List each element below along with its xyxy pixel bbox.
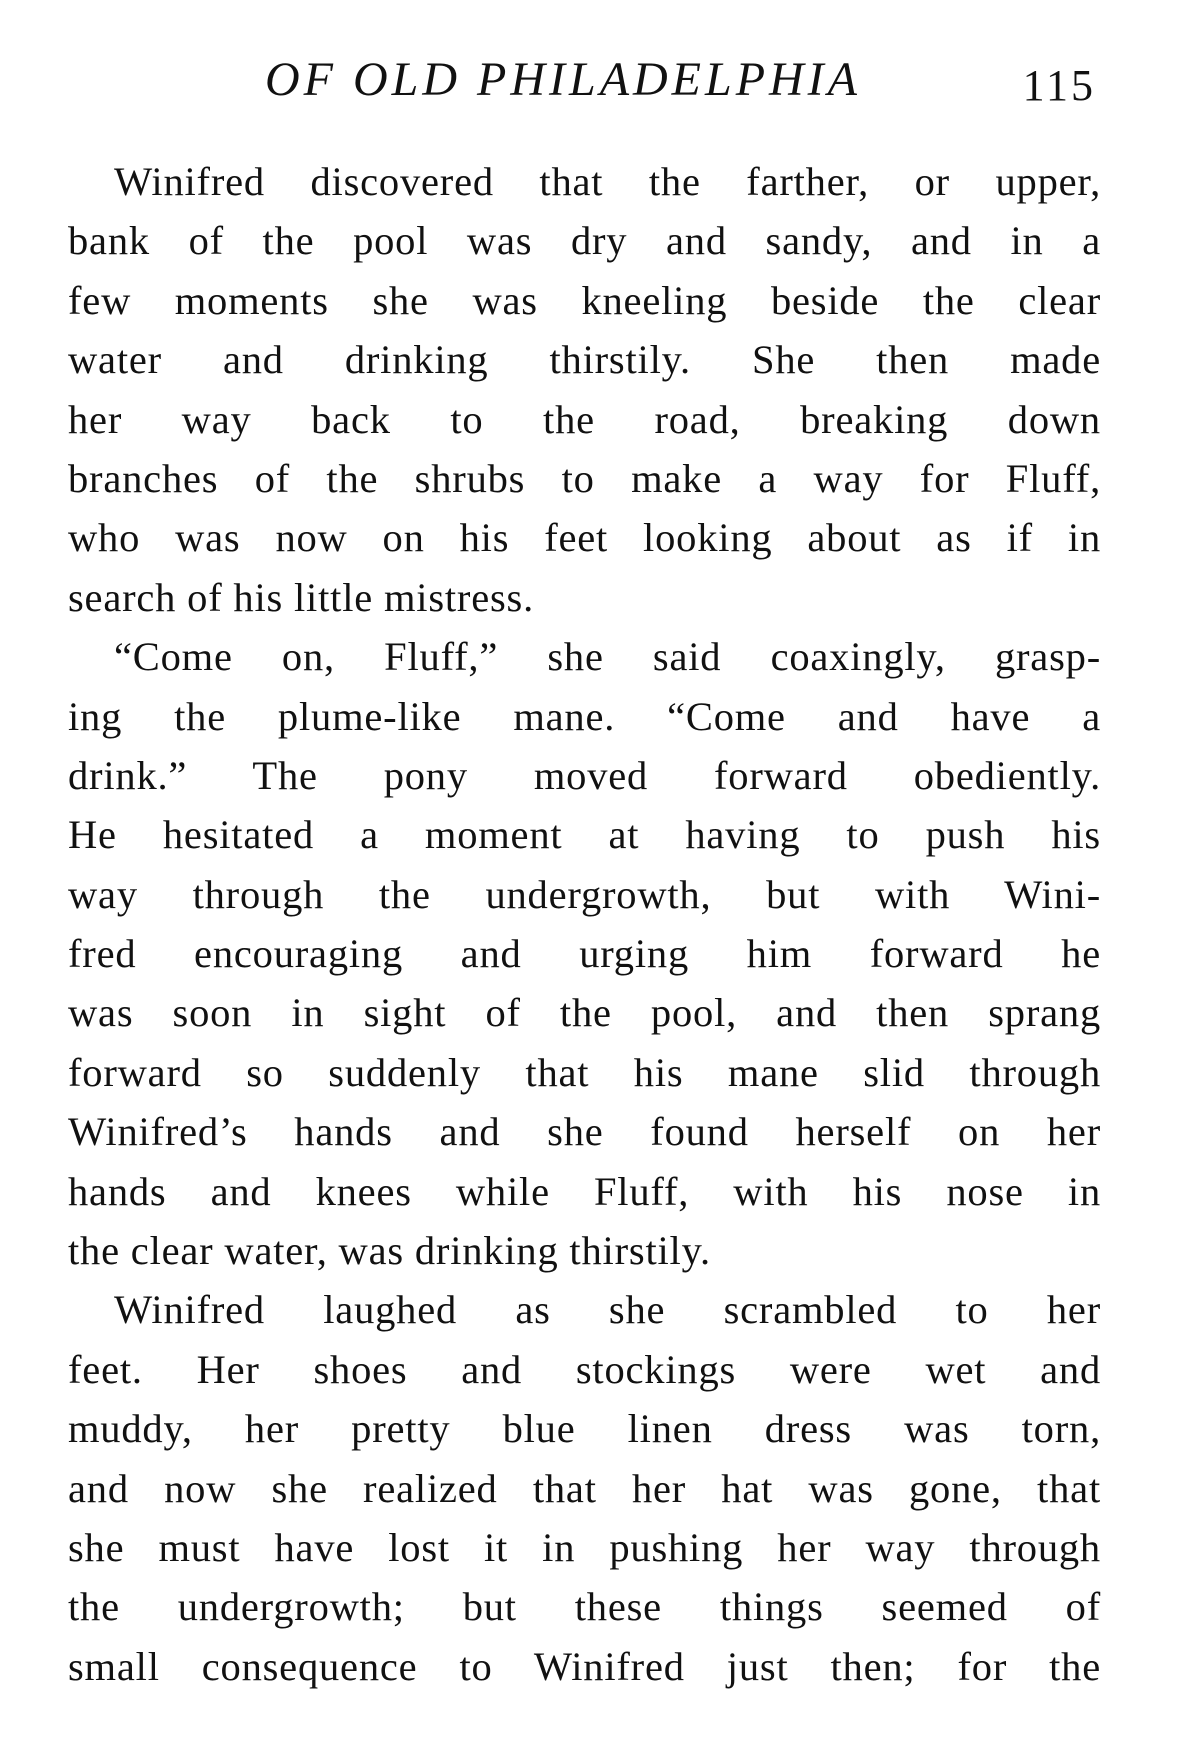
- text-line: branches of the shrubs to make a way for Fluff,: [68, 455, 1101, 501]
- text-line: small consequence to Winifred just then; for the: [68, 1643, 1101, 1689]
- running-title: OF OLD PHILADELPHIA: [265, 53, 861, 106]
- text-line: few moments she was kneeling beside the clear: [68, 277, 1101, 323]
- page-number: 115: [1022, 61, 1096, 110]
- text-line: water and drinking thirstily. She then made: [68, 337, 1101, 383]
- body-text: [68, 152, 1101, 1696]
- text-line: muddy, her pretty blue linen dress was torn,: [68, 1406, 1101, 1452]
- text-line: fred encouraging and urging him forward he: [68, 931, 1101, 977]
- text-line: who was now on his feet looking about as if in: [68, 515, 1101, 561]
- running-head: [64, 52, 1120, 116]
- text-line: ing the plume-like mane. “Come and have a: [68, 693, 1101, 739]
- text-line: He hesitated a moment at having to push his: [68, 812, 1101, 858]
- text-line: Winifred laughed as she scrambled to her: [114, 1287, 1101, 1333]
- text-line: forward so suddenly that his mane slid through: [68, 1049, 1101, 1095]
- text-line: the undergrowth; but these things seemed of: [68, 1584, 1101, 1630]
- text-line: Winifred discovered that the farther, or upper,: [114, 159, 1101, 204]
- text-line: search of his little mistress.: [68, 574, 535, 620]
- text-line: feet. Her shoes and stockings were wet and: [68, 1346, 1101, 1392]
- text-line: hands and knees while Fluff, with his nose in: [68, 1168, 1101, 1214]
- text-line: and now she realized that her hat was gone, that: [68, 1465, 1101, 1511]
- text-line: the clear water, was drinking thirstily.: [68, 1228, 711, 1274]
- text-line: Winifred’s hands and she found herself on her: [68, 1109, 1101, 1155]
- text-line: her way back to the road, breaking down: [68, 396, 1101, 442]
- text-line: drink.” The pony moved forward obediently.: [68, 752, 1101, 798]
- text-line: bank of the pool was dry and sandy, and in a: [68, 218, 1101, 264]
- text-line: was soon in sight of the pool, and then sprang: [68, 990, 1101, 1036]
- text-line: “Come on, Fluff,” she said coaxingly, grasp-: [114, 634, 1101, 680]
- text-line: she must have lost it in pushing her way through: [68, 1524, 1101, 1570]
- text-line: way through the undergrowth, but with Wini-: [68, 871, 1101, 917]
